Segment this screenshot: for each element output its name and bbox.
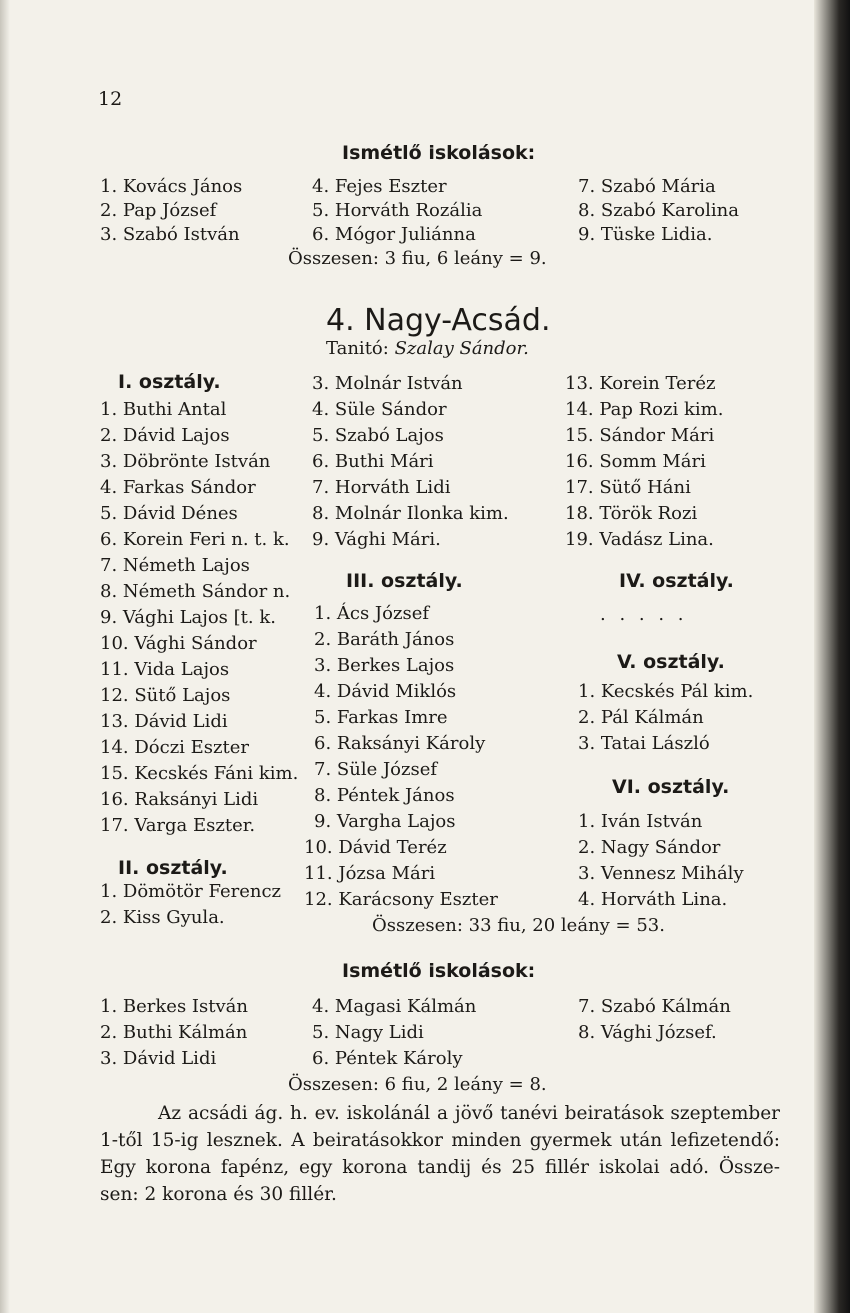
list-item: 2. Nagy Sándor [578,837,721,858]
list-item: 5. Dávid Dénes [100,503,238,524]
list-item: 3. Szabó István [100,224,240,245]
list-item: 3. Döbrönte István [100,451,271,472]
list-item: 16. Raksányi Lidi [100,789,259,810]
list-item: 2. Baráth János [314,629,455,650]
list-item: 9. Vargha Lajos [314,811,456,832]
list-item: 19. Vadász Lina. [565,529,714,550]
class-2-heading: II. osztály. [118,857,228,879]
page-left-edge [0,0,10,1313]
list-item: 7. Szabó Kálmán [578,996,731,1017]
list-item: 1. Berkes István [100,996,248,1017]
list-item: 2. Dávid Lajos [100,425,230,446]
list-item: 9. Vághi Mári. [312,529,441,550]
list-item: 8. Németh Sándor n. [100,581,291,602]
list-item: 4. Süle Sándor [312,399,447,420]
enrollment-paragraph [100,1100,780,1208]
total-line-3: Összesen: 6 fiu, 2 leány = 8. [288,1074,547,1095]
class-1-heading: I. osztály. [118,371,221,393]
school-title: 4. Nagy-Acsád. [326,303,551,338]
list-item: 2. Pál Kálmán [578,707,704,728]
list-item: 1. Dömötör Ferencz [100,881,282,902]
paragraph-line: Az acsádi ág. h. ev. iskolánál a jövő tanévi beiratások szeptember [158,1103,780,1124]
list-item: 9. Vághi Lajos [t. k. [100,607,276,628]
list-item: 6. Buthi Mári [312,451,434,472]
list-item: 14. Pap Rozi kim. [565,399,724,420]
list-item: 15. Sándor Mári [565,425,715,446]
list-item: 3. Tatai László [578,733,710,754]
list-item: 15. Kecskés Fáni kim. [100,763,299,784]
list-item: 1. Ács József [314,603,430,624]
list-item: 5. Horváth Rozália [312,200,483,221]
list-item: 2. Kiss Gyula. [100,907,225,928]
list-item: 11. Vida Lajos [100,659,230,680]
repeaters-heading-2: Ismétlő iskolások: [342,960,536,982]
paragraph-line: sen: 2 korona és 30 fillér. [100,1184,337,1205]
list-item: 10. Dávid Teréz [304,837,447,858]
list-item: 4. Dávid Miklós [314,681,457,702]
list-item: 7. Németh Lajos [100,555,250,576]
list-item: 1. Buthi Antal [100,399,227,420]
list-item: 6. Korein Feri n. t. k. [100,529,290,550]
teacher-label: Tanitó: [326,338,389,359]
list-item: 8. Molnár Ilonka kim. [312,503,509,524]
list-item: 7. Süle József [314,759,438,780]
list-item: 2. Pap József [100,200,217,221]
list-item: 5. Nagy Lidi [312,1022,424,1043]
list-item: 8. Szabó Karolina [578,200,739,221]
list-item: 6. Mógor Juliánna [312,224,476,245]
list-item: 7. Horváth Lidi [312,477,451,498]
teacher-line [326,338,529,359]
list-item: 11. Józsa Mári [304,863,436,884]
total-line-2: Összesen: 33 fiu, 20 leány = 53. [372,915,665,936]
class-3-heading: III. osztály. [346,570,463,592]
list-item: 4. Magasi Kálmán [312,996,477,1017]
list-item: 12. Karácsony Eszter [304,889,498,910]
list-item: 10. Vághi Sándor [100,633,257,654]
list-item: 5. Szabó Lajos [312,425,444,446]
list-item: 6. Raksányi Károly [314,733,486,754]
list-item: 8. Vághi József. [578,1022,717,1043]
total-line-1: Összesen: 3 fiu, 6 leány = 9. [288,248,547,269]
list-item: 13. Dávid Lidi [100,711,228,732]
list-item: 13. Korein Teréz [565,373,716,394]
list-item: 3. Molnár István [312,373,463,394]
list-item: 3. Vennesz Mihály [578,863,744,884]
repeaters-heading-1: Ismétlő iskolások: [342,142,536,164]
list-item: 2. Buthi Kálmán [100,1022,248,1043]
list-item: 1. Kecskés Pál kim. [578,681,754,702]
list-item: 7. Szabó Mária [578,176,716,197]
list-item: 14. Dóczi Eszter [100,737,250,758]
list-item: 8. Péntek János [314,785,455,806]
list-item: 5. Farkas Imre [314,707,448,728]
list-item: 17. Sütő Háni [565,477,691,498]
list-item: 4. Fejes Eszter [312,176,447,197]
paragraph-line: 1-től 15-ig lesznek. A beiratásokkor minden gyermek után lefizetendő: [100,1130,780,1151]
class-6-heading: VI. osztály. [612,776,730,798]
list-item: 1. Kovács János [100,176,243,197]
list-item: 3. Dávid Lidi [100,1048,217,1069]
list-item: 9. Tüske Lidia. [578,224,713,245]
class-5-heading: V. osztály. [617,651,725,673]
page-number: 12 [98,88,123,110]
paragraph-line: Egy korona fapénz, egy korona tandij és 25 fillér iskolai adó. Össze- [100,1157,780,1178]
class-4-heading: IV. osztály. [619,570,734,592]
list-item: 1. Iván István [578,811,703,832]
page-right-edge [814,0,850,1313]
list-item: 4. Horváth Lina. [578,889,728,910]
list-item: 4. Farkas Sándor [100,477,256,498]
class-4-dots: . . . . . [600,604,688,625]
list-item: 17. Varga Eszter. [100,815,256,836]
list-item: 3. Berkes Lajos [314,655,455,676]
list-item: 18. Török Rozi [565,503,698,524]
list-item: 6. Péntek Károly [312,1048,463,1069]
list-item: 16. Somm Mári [565,451,706,472]
list-item: 12. Sütő Lajos [100,685,231,706]
teacher-name: Szalay Sándor. [394,338,529,359]
